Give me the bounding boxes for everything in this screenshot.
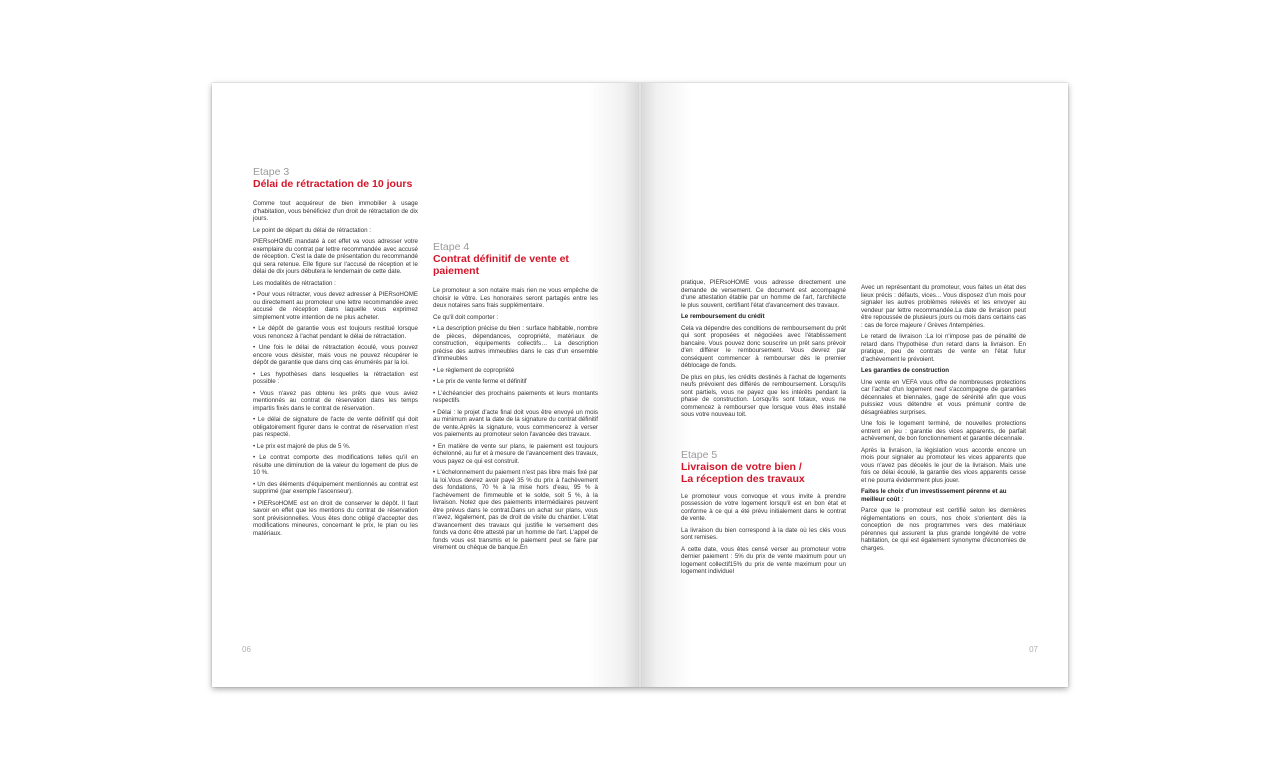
guarantees-heading: Les garanties de construction: [861, 367, 950, 374]
credit-repayment-heading: Le remboursement du crédit: [681, 313, 765, 320]
paragraph: • Une fois le délai de rétractation écoulé, vous pouvez encore vous désister, mais vous ne pouvez récupérer le dépôt de garantie que dans cinq cas énumérés par la loi.: [253, 344, 418, 366]
paragraph: • Les hypothèses dans lesquelles la rétractation est possible :: [253, 370, 418, 385]
left-page: [212, 83, 640, 687]
step-3-body: [253, 200, 418, 537]
paragraph: • L'échelonnement du paiement n'est pas libre mais fixé par la loi.Vous devrez avoir payé 35 % du prix à l'achèvement des fondations, 70 % à la mise hors d'eau, 95 % à l'achèvement de l'immeuble et le solde, soit 5 %, à la livraison. Notez que des paiements intermédiaires peuvent être prévus dans le contrat.Dans un achat sur plans, vous n'avez, légalement, pas de droit de visite du chantier. L'état d'avancement des travaux qui justifie le versement des fonds va donc être attesté par un homme de l'art. L'appel de fonds vous est transmis et le paiement peut se faire par virement ou chèque de banque.En: [433, 469, 598, 551]
guarantees-body: [861, 379, 1026, 485]
spine-gutter: [638, 83, 642, 687]
step-5-title-line-2: La réception des travaux: [681, 472, 805, 485]
page-number-left: 06: [242, 645, 251, 654]
right-page: [640, 83, 1068, 687]
credit-repayment-body: [681, 325, 846, 419]
paragraph: • Un des éléments d'équipement mentionnés au contrat est supprimé (par exemple l'ascenseur).: [253, 480, 418, 495]
paragraph: Une vente en VEFA vous offre de nombreuses protections car l'achat d'un logement neuf s'accompagne de garanties décennales et biennales, gage de sérénité afin que vous puissiez vous détendre et vous prémunir contre de désagréables surprises.: [861, 378, 1026, 416]
paragraph: • Le dépôt de garantie vous est toujours restitué lorsque vous renoncez à l'achat pendant le délai de rétractation.: [253, 325, 418, 340]
right-column-2: [861, 284, 1026, 556]
paragraph: • Pour vous rétracter, vous devez adresser à PIERsoHOME ou directement au promoteur une lettre recommandée avec accusé de réception dans laquelle vous exprimez simplement votre intention de ne plus acheter.: [253, 291, 418, 321]
paragraph: • Le délai de signature de l'acte de vente définitif qui doit obligatoirement figurer dans le contrat de réservation n'est pas respecté.: [253, 416, 418, 438]
left-column-1: [253, 166, 418, 541]
paragraph: • En matière de vente sur plans, le paiement est toujours échelonné, au fur et à mesure de l'avancement des travaux, vous payez ce qui est construit.: [433, 442, 598, 465]
paragraph: Le promoteur a son notaire mais rien ne vous empêche de choisir le vôtre. Les honoraires seront partagés entre les deux notaires sans frais supplémentaire.: [433, 287, 598, 309]
paragraph: • Le règlement de copropriété: [433, 366, 515, 374]
page-number-right: 07: [1029, 645, 1038, 654]
paragraph: Le retard de livraison :La loi n'impose pas de pénalité de retard dans l'hypothèse d'un retard dans la livraison. En pratique, peu de contrats de vente en l'état futur d'achèvement le prévoient.: [861, 333, 1026, 363]
left-column-2: [433, 241, 598, 556]
paragraph: De plus en plus, les crédits destinés à l'achat de logements neufs prévoient des différés de remboursement. Lorsqu'ils sont partiels, vous ne payez que les intérêts pendant la phase de construction. Lorsqu'ils sont totaux, vous ne commencez à rembourser que lorsque vous êtes installé sous votre nouveau toit.: [681, 373, 846, 418]
paragraph: PIERsoHOME mandaté à cet effet va vous adresser votre exemplaire du contrat par lettre recommandée avec accusé de réception. C'est la date de présentation du recommandé qui sera retenue. Elle figure sur l'accusé de réception et le délai de dix jours débutera le lendemain de cette date.: [253, 238, 418, 275]
paragraph: pratique, PIERsoHOME vous adresse directement une demande de versement. Ce document est accompagné d'une attestation établie par un homme de l'art, l'architecte le plus souvent, certifiant l'état d'avancement des travaux.: [681, 279, 846, 309]
inspection-body: [861, 284, 1026, 363]
step-4-body: [433, 287, 598, 552]
investment-heading: Faites le choix d'un investissement pérenne et au meilleur coût :: [861, 488, 1007, 503]
paragraph: Le promoteur vous convoque et vous invite à prendre possession de votre logement lorsqu'il est en bon état et conforme à ce qui a été prévu initialement dans le contrat de vente.: [681, 492, 846, 522]
investment-body: [861, 507, 1026, 552]
paragraph: Après la livraison, la législation vous accorde encore un mois pour signaler au promoteur les vices apparents que vous n'avez pas décelés le jour de la livraison. Mais une fois ce délai écoulé, la garantie des vices apparents cesse et ne pourra évidemment plus jouer.: [861, 446, 1026, 484]
paragraph: Une fois le logement terminé, de nouvelles protections entrent en jeu : garantie des vices apparents, de parfait achèvement, de bon fonctionnement et garantie décennale.: [861, 420, 1026, 442]
paragraph: La livraison du bien correspond à la date où les clés vous sont remises.: [681, 526, 846, 541]
step-5-body: [681, 493, 846, 576]
paragraph: Le point de départ du délai de rétractation :: [253, 226, 371, 234]
paragraph: Les modalités de rétractation :: [253, 279, 336, 287]
paragraph: Cela va dépendre des conditions de remboursement du prêt qui sont proposées et négociées avec l'établissement bancaire. Vous pouvez donc souscrire un prêt sans prévoir d'en différer le remboursement. Vous devrez par conséquent commencer à rembourser dès le premier déblocage de fonds.: [681, 324, 846, 369]
right-column-1: [681, 279, 846, 580]
step-5-label: Etape 5: [681, 448, 718, 461]
paragraph: • La description précise du bien : surface habitable, nombre de pièces, dépendances, copropriété, matériaux de construction, équipements collectifs… La description précise des autres immeubles dans le cas d'un ensemble d'immeubles: [433, 325, 598, 362]
paragraph: • Le prix est majoré de plus de 5 %.: [253, 442, 351, 450]
paragraph: Comme tout acquéreur de bien immobilier à usage d'habitation, vous bénéficiez d'un droit de rétractation de dix jours.: [253, 200, 418, 222]
step-3-label: Etape 3: [253, 166, 290, 178]
brochure-spread: [212, 83, 1068, 687]
paragraph: • PIERsoHOME est en droit de conserver le dépôt. Il faut savoir en effet que les mentions du contrat de réservation sont prévisionnelles. Vous êtes donc obligé d'accepter des modifications mineures, concernant le prix, le plan ou les matériaux.: [253, 499, 418, 537]
step-3-title: Délai de rétractation de 10 jours: [253, 178, 413, 190]
paragraph: Parce que le promoteur est certifié selon les dernières réglementations en cours, nos choix s'orientent dès la conception de nos programmes vers des matériaux pérennes qui assurent la plus grande longévité de votre habitation, ce qui est également synonyme d'économies de charges.: [861, 507, 1026, 552]
step-5-title: [681, 461, 846, 485]
paragraph: A cette date, vous êtes censé verser au promoteur votre dernier paiement : 5% du prix de vente maximum pour un logement collectif15% du prix de vente maximum pour un logement individuel: [681, 545, 846, 575]
paragraph: • Le prix de vente ferme et définitif: [433, 378, 527, 385]
paragraph: Ce qu'il doit comporter :: [433, 313, 499, 321]
paragraph: Avec un représentant du promoteur, vous faites un état des lieux précis : défauts, vices... Vous disposez d'un mois pour signaler les autres problèmes relevés et les envoyer au vendeur par lettre recommandée.La date de livraison peut être repoussée de plusieurs jours ou mois dans certains cas : cas de force majeure / Grèves /Intempéries.: [861, 284, 1026, 329]
step-4-label: Etape 4: [433, 241, 470, 253]
payment-continuation: [681, 279, 846, 309]
paragraph: • L'échéancier des prochains paiements et leurs montants respectifs: [433, 389, 598, 404]
paragraph: • Délai : le projet d'acte final doit vous être envoyé un mois au minimum avant la date de la signature du contrat définitif de vente.Après la signature, vous commencerez à verser vos paiements au promoteur selon l'avancée des travaux.: [433, 408, 598, 438]
step-5-title-line-1: Livraison de votre bien /: [681, 460, 802, 473]
paragraph: • Le contrat comporte des modifications telles qu'il en résulte une diminution de la valeur du logement de plus de 10 %.: [253, 454, 418, 476]
paragraph: • Vous n'avez pas obtenu les prêts que vous aviez mentionnés au contrat de réservation dans les temps impartis fixés dans le contrat de réservation.: [253, 389, 418, 412]
step-4-title: Contrat définitif de vente et paiement: [433, 253, 569, 277]
